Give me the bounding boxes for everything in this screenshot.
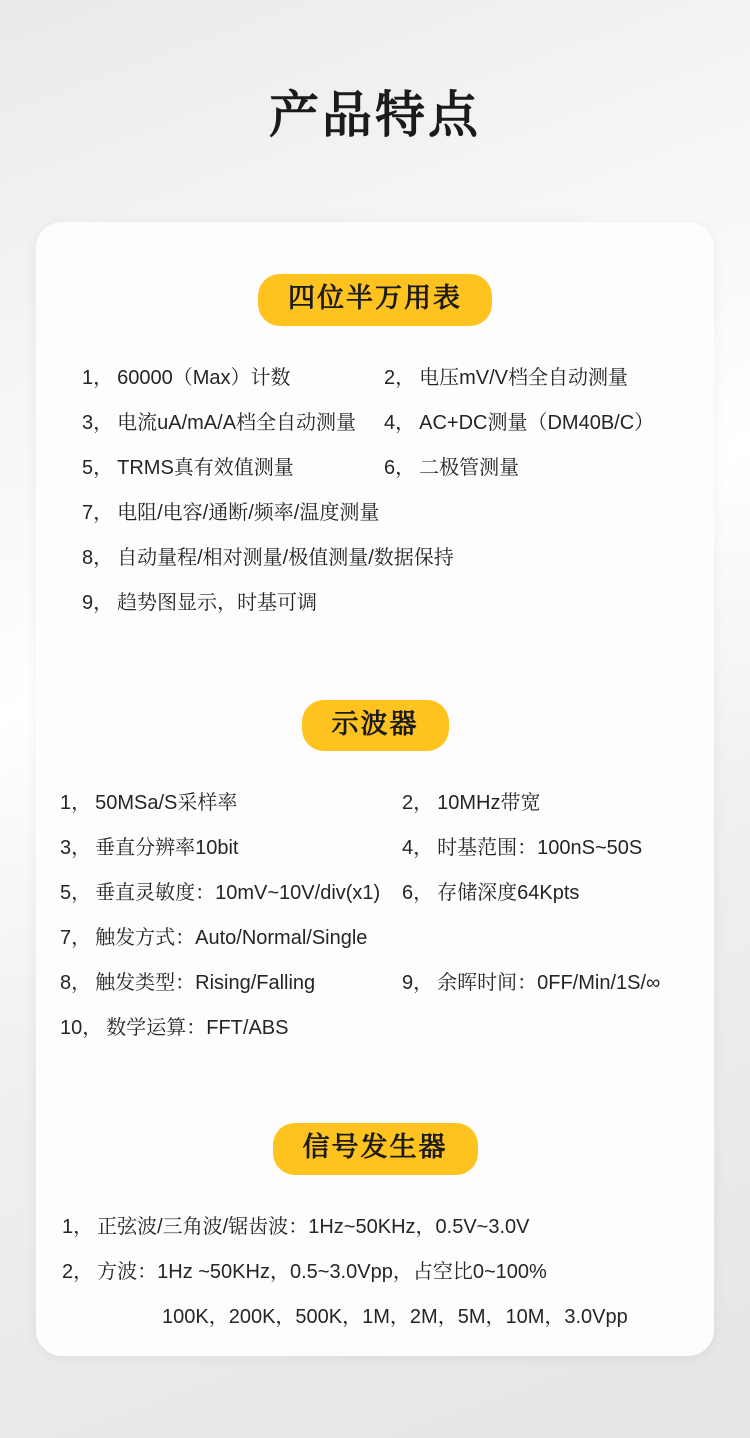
item-text: 数学运算：FFT/ABS — [106, 1017, 289, 1040]
section-multimeter — [36, 222, 714, 626]
item-number: 2， — [402, 792, 434, 815]
page-title: 产品特点 — [269, 87, 481, 143]
item-number: 1， — [60, 792, 92, 815]
item-number: 2， — [384, 366, 416, 389]
item-number: 8， — [60, 972, 92, 995]
section-badge-signal-generator: 信号发生器 — [273, 1123, 478, 1175]
list-item — [36, 536, 714, 581]
item-text: 60000（Max）计数 — [117, 366, 291, 389]
feature-cell — [402, 789, 540, 818]
list-item — [36, 916, 714, 961]
feature-cell — [384, 364, 628, 393]
feature-cell — [162, 1303, 628, 1332]
section-signal-generator — [36, 1051, 714, 1340]
feature-cell — [384, 454, 519, 483]
item-text: 50MSa/S采样率 — [95, 792, 238, 815]
list-item — [36, 1295, 714, 1340]
item-number: 1， — [62, 1216, 94, 1239]
item-text: 电流uA/mA/A档全自动测量 — [117, 411, 357, 434]
list-item — [36, 446, 714, 491]
feature-list-oscilloscope — [36, 781, 714, 1051]
feature-list-multimeter — [36, 356, 714, 626]
badge-wrap-multimeter — [36, 274, 714, 326]
item-text: 自动量程/相对测量/极值测量/数据保持 — [117, 546, 454, 569]
feature-cell — [36, 454, 384, 483]
feature-cell — [36, 969, 402, 998]
feature-cell — [384, 409, 654, 438]
item-text: 10MHz带宽 — [437, 792, 541, 815]
list-item — [36, 491, 714, 536]
item-number: 6， — [384, 456, 416, 479]
feature-cell — [36, 499, 379, 528]
item-text: 电压mV/V档全自动测量 — [419, 366, 629, 389]
badge-wrap-signal-generator — [36, 1123, 714, 1175]
item-text: TRMS真有效值测量 — [117, 456, 294, 479]
list-item — [36, 871, 714, 916]
list-item — [36, 1006, 714, 1051]
list-item — [36, 961, 714, 1006]
item-number: 5， — [82, 456, 114, 479]
item-number: 9， — [402, 972, 434, 995]
item-number: 3， — [82, 411, 114, 434]
list-item — [36, 826, 714, 871]
feature-cell — [36, 544, 454, 573]
features-card — [36, 222, 714, 1356]
item-text: 垂直灵敏度：10mV~10V/div(x1) — [95, 882, 381, 905]
item-number: 1， — [82, 366, 114, 389]
item-number: 2， — [62, 1261, 94, 1284]
feature-cell — [36, 409, 384, 438]
item-number: 4， — [402, 837, 434, 860]
feature-cell — [62, 1258, 547, 1287]
item-number: 10， — [60, 1017, 103, 1040]
item-text: 趋势图显示，时基可调 — [117, 591, 318, 614]
feature-cell — [36, 364, 384, 393]
item-number: 7， — [82, 501, 114, 524]
item-text: 正弦波/三角波/锯齿波：1Hz~50KHz，0.5V~3.0V — [97, 1216, 530, 1239]
feature-list-signal-generator — [36, 1205, 714, 1340]
item-text: AC+DC测量（DM40B/C） — [419, 411, 655, 434]
item-number: 4， — [384, 411, 416, 434]
feature-cell — [36, 1014, 288, 1043]
item-number: 5， — [60, 882, 92, 905]
item-text: 时基范围：100nS~50S — [437, 837, 643, 860]
list-item — [36, 1205, 714, 1250]
feature-cell — [402, 969, 660, 998]
item-number: 8， — [82, 546, 114, 569]
item-text: 方波：1Hz ~50KHz，0.5~3.0Vpp，占空比0~100% — [97, 1261, 547, 1284]
item-number: 9， — [82, 591, 114, 614]
list-item — [36, 581, 714, 626]
section-badge-multimeter: 四位半万用表 — [258, 274, 492, 326]
list-item — [36, 1250, 714, 1295]
item-text: 余晖时间：0FF/Min/1S/∞ — [437, 972, 661, 995]
item-number: 6， — [402, 882, 434, 905]
section-oscilloscope — [36, 626, 714, 1052]
badge-wrap-oscilloscope — [36, 700, 714, 752]
item-number: 3， — [60, 837, 92, 860]
list-item — [36, 781, 714, 826]
list-item — [36, 401, 714, 446]
feature-cell — [36, 924, 367, 953]
item-text: 垂直分辨率10bit — [95, 837, 239, 860]
feature-cell — [36, 879, 402, 908]
feature-cell — [402, 834, 642, 863]
item-text: 触发方式：Auto/Normal/Single — [95, 927, 368, 950]
section-badge-oscilloscope: 示波器 — [302, 700, 449, 752]
feature-cell — [36, 834, 402, 863]
feature-cell — [62, 1213, 529, 1242]
item-text: 二极管测量 — [419, 456, 520, 479]
list-item — [36, 356, 714, 401]
feature-cell — [402, 879, 579, 908]
item-number: 7， — [60, 927, 92, 950]
item-text: 电阻/电容/通断/频率/温度测量 — [117, 501, 380, 524]
item-text: 触发类型：Rising/Falling — [95, 972, 316, 995]
feature-cell — [36, 589, 317, 618]
item-text: 100K，200K，500K，1M，2M，5M，10M，3.0Vpp — [162, 1306, 628, 1329]
feature-cell — [36, 789, 402, 818]
item-text: 存储深度64Kpts — [437, 882, 580, 905]
